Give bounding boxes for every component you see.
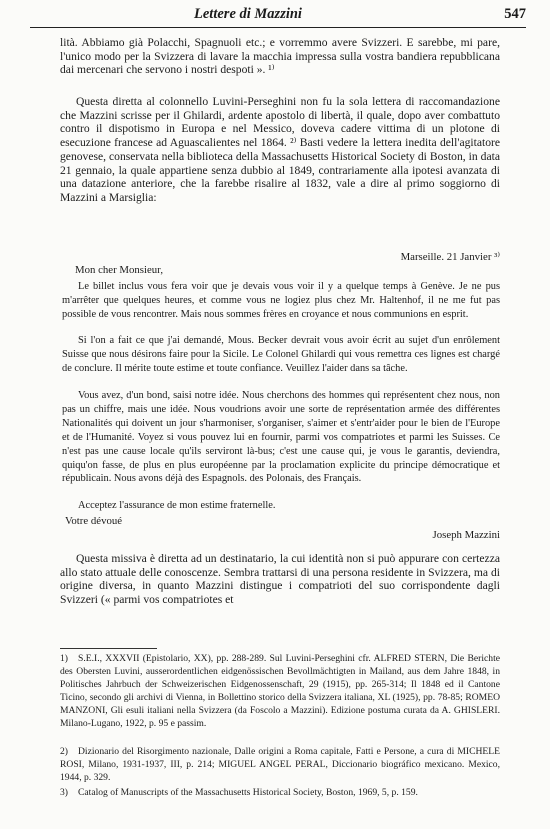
letter-signature: Joseph Mazzini (432, 529, 500, 541)
footnote (60, 745, 500, 784)
footnote-text: Catalog of Manuscripts of the Massachusetts Historical Society, Boston, 1969, 5, p. 159. (78, 787, 418, 798)
footnote-number: 2) (60, 746, 68, 757)
letter-paragraph: Vous avez, d'un bond, saisi notre idée. Nous cherchons des hommes qui représentent chez nous, non pas un chiffre, mais une idée. Nous voudrions avoir une sorte de représentation armée des différentes Nationalités qui doivent un jour s'harmoniser, s'organiser, s'aimer et s'entr'aider pour le bien de l'Europe et de l'Humanité. Voyez si vous pouvez lui en fournir, parmi vos compatriotes et parmi les Suisses. Ce n'est pas une cause locale qu'ils serviront là-bus; c'est une cause qui, je vous le garantis, deviendra, quiqu'on fasse, de plus en plus européenne par la proclamation explicite du principe démocratique et républicain. Nous avons déjà des Espagnols. des Polonais, des Français. (62, 390, 500, 485)
intro-paragraph-continued: lità. Abbiamo già Polacchi, Spagnuoli etc.; e vorremmo avere Svizzeri. E sarebbe, mi pare, l'unico modo per la Svizzera di lavare la macchia impressa sulla vostra bandiera repubblicana dai mercenari che servono i nostri despoti ». ¹⁾ (60, 36, 500, 77)
footnote (60, 652, 500, 731)
letter-closing: Votre dévoué (65, 515, 123, 527)
footnote-text: Dizionario del Risorgimento nazionale, Dalle origini a Roma capitale, Fatti e Persone, a cura di MICHELE ROSI, Milano, 1931-1937, III, p. 214; MIGUEL ANGEL PERAL, Diccionario biográfico mexicano. Mexico, 1944, p. 329. (60, 746, 500, 784)
letter-paragraph: Le billet inclus vous fera voir que je devais vous voir il y a quelque temps à Genève. Je ne pus m'arrêter que quelques heures, et comme vous ne logiez plus chez Mr. Haltenhof, il ne me fut pas possible de vous rencontrer. Mais nous sommes frères en croyance et nous communions en esprit. (62, 281, 500, 320)
body-paragraph: Questa missiva è diretta ad un destinatario, la cui identità non si può appurare con certezza allo stato attuale delle conoscenze. Sembra trattarsi di una persona residente in Svizzera, ma di origine diversa, in quanto Mazzini distingue i compatrioti del suo corrispondente dagli Svizzeri (« parmi vos compatriotes et (60, 552, 500, 607)
letter-paragraph: Si l'on a fait ce que j'ai demandé, Mous. Becker devrait vous avoir écrit au sujet d'un enrôlement Suisse que nous désirons faire pour la Sicile. Le Colonel Ghilardi qui vous remettra ces lignes est chargé de conclure. Il mérite toute estime et toute confiance. Veuillez l'aider dans sa tâche. (62, 335, 500, 374)
letter-date-line: Marseille. 21 Janvier ³⁾ (400, 251, 500, 263)
running-title: Lettere di Mazzini (194, 6, 302, 22)
header-rule (30, 27, 526, 28)
footnote (60, 786, 500, 799)
intro-paragraph: Questa diretta al colonnello Luvini-Perseghini non fu la sola lettera di raccomandazione che Mazzini scrisse per il Ghilardi, ardente apostolo di libertà, il quale, dopo aver combattuto contro il dispotismo in Europa e nel Messico, doveva cadere vittima di un plotone di esecuzione francese ad Aguascalientes nel 1864. ²⁾ Basti vedere la lettera inedita dell'agitatore genovese, conservata nella biblioteca della Massachusetts Historical Society di Boston, in data 21 gennaio, la quale appartiene senza dubbio al 1849, contrariamente alla ipotesi avanzata di una datazione anteriore, che la farebbe risalire al 1832, vale a dire al primo soggiorno di Mazzini a Marsiglia: (60, 95, 500, 204)
page-number: 547 (504, 6, 526, 22)
footnote-number: 3) (60, 787, 68, 798)
letter-paragraph: Acceptez l'assurance de mon estime fraternelle. (78, 500, 276, 511)
footnote-rule (60, 648, 157, 649)
footnote-number: 1) (60, 653, 68, 664)
footnote-text: S.E.I., XXXVII (Epistolario, XX), pp. 288-289. Sul Luvini-Perseghini cfr. ALFRED STERN, Die Berichte des Obersten Luvini, ausserordentlichen eidgenössischen Bevollmächtigten in Mailand, aus dem Jahre 1848, in Politisches Jahrbuch der Schweizerischen Eidgenossenschaft, 29 (1915), pp. 265-314; Il 1848 ed il Cantone Ticino, secondo gli archivi di Vienna, in Bollettino storico della Svizzera italiana, XL (1925), pp. 78-85; ROMEO MANZONI, Gli esuli italiani nella Svizzera (da Foscolo a Mazzini). Edizione postuma curata da A. GHISLERI. Milano-Lugano, 1922, p. 95 e passim. (60, 653, 500, 730)
letter-salutation: Mon cher Monsieur, (75, 264, 164, 276)
page-header (30, 6, 526, 28)
